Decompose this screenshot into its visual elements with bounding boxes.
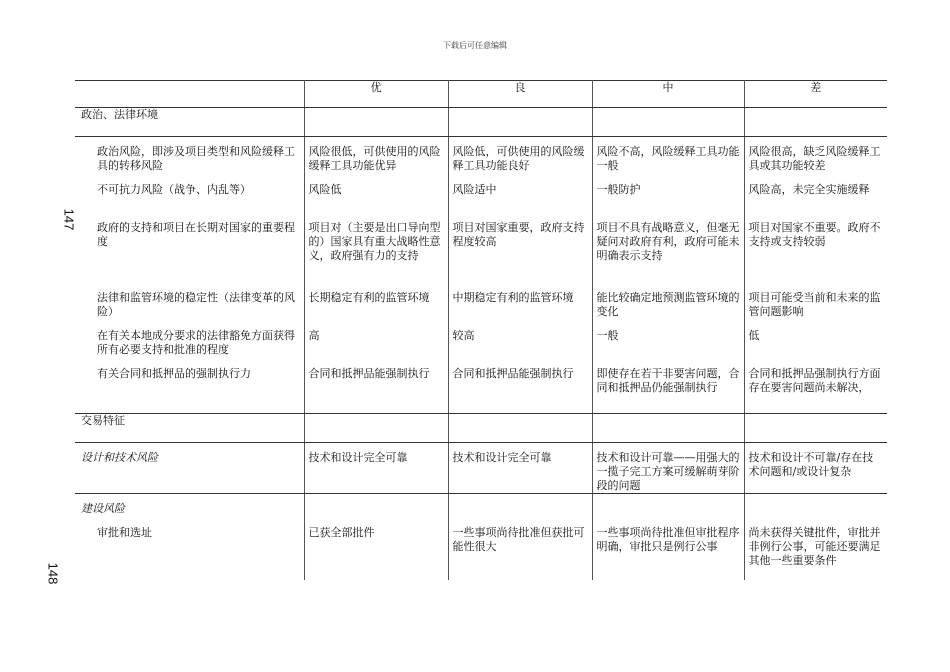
table-row <box>75 518 887 580</box>
cell-good: 风险低，可供使用的风险缓释工具功能良好 <box>448 137 592 183</box>
cell-medium: 风险不高，风险缓释工具功能一般 <box>592 137 744 183</box>
cell-excellent: 风险很低，可供使用的风险缓释工具功能优异 <box>304 137 448 183</box>
row-label: 审批和选址 <box>75 518 304 580</box>
cell-medium: 一些事项尚待批准但审批程序明确，审批只是例行公事 <box>592 518 744 580</box>
row-label: 不可抗力风险（战争、内乱等） <box>75 183 304 213</box>
row-label: 政府的支持和项目在长期对国家的重要程度 <box>75 213 304 283</box>
section-row-political <box>75 108 887 137</box>
rating-table <box>75 80 887 580</box>
cell-medium: 一般防护 <box>592 183 744 213</box>
cell-medium: 项目不具有战略意义，但毫无疑问对政府有利，政府可能未明确表示支持 <box>592 213 744 283</box>
cell-excellent: 已获全部批件 <box>304 518 448 580</box>
cell-poor: 项目对国家不重要。政府不支持或支持较弱 <box>748 220 881 248</box>
cell-poor: 尚未获得关键批件，审批并非例行公事，可能还要满足其他一些重要条件 <box>748 525 881 567</box>
table-row <box>75 137 887 183</box>
table-row <box>75 283 887 321</box>
table-row <box>75 183 887 213</box>
table-row <box>75 213 887 283</box>
cell-poor: 风险高，未完全实施缓释 <box>748 182 870 196</box>
cell-excellent: 合同和抵押品能强制执行 <box>304 359 448 414</box>
section-title: 交易特征 <box>75 414 304 443</box>
cell-good: 合同和抵押品能强制执行 <box>448 359 592 414</box>
subsection-row <box>75 494 887 518</box>
table-row <box>75 443 887 494</box>
table-row <box>75 321 887 359</box>
cell-good: 较高 <box>448 321 592 359</box>
cell-excellent: 风险低 <box>304 183 448 213</box>
header-cell-good: 良 <box>448 81 592 108</box>
row-label: 法律和监管环境的稳定性（法律变革的风险） <box>75 283 304 321</box>
header-cell-excellent: 优 <box>304 81 448 108</box>
cell-poor: 低 <box>748 328 760 342</box>
cell-poor: 技术和设计不可靠/存在技术问题和/或设计复杂 <box>744 443 887 494</box>
cell-excellent: 项目对（主要是出口导向型的）国家具有重大战略性意义，政府强有力的支持 <box>304 213 448 283</box>
header-cell-medium: 中 <box>592 81 744 108</box>
row-label: 在有关本地成分要求的法律豁免方面获得所有必要支持和批准的程度 <box>75 321 304 359</box>
cell-medium: 能比较确定地预测监管环境的变化 <box>592 283 744 321</box>
header-cell-blank <box>75 81 304 108</box>
page-number-147: 147 <box>61 208 77 231</box>
cell-poor: 合同和抵押品强制执行方面存在要害问题尚未解决， <box>744 359 887 414</box>
cell-medium: 即使存在若干非要害问题，合同和抵押品仍能强制执行 <box>592 359 744 414</box>
row-label: 政治风险，即涉及项目类型和风险缓释工具的转移风险 <box>75 137 304 183</box>
cell-excellent: 高 <box>304 321 448 359</box>
cell-poor: 风险很高，缺乏风险缓释工具或其功能较差 <box>748 145 881 172</box>
header-note: 下载后可任意编辑 <box>443 41 507 50</box>
cell-excellent: 技术和设计完全可靠 <box>304 443 448 494</box>
cell-good: 项目对国家重要，政府支持程度较高 <box>448 213 592 283</box>
cell-medium: 一般 <box>592 321 744 359</box>
section-row-transaction <box>75 414 887 443</box>
cell-good: 一些事项尚待批准但获批可能性很大 <box>448 518 592 580</box>
header-cell-poor: 差 <box>744 81 887 108</box>
cell-good: 中期稳定有利的监管环境 <box>448 283 592 321</box>
table-row <box>75 359 887 414</box>
cell-good: 技术和设计完全可靠 <box>448 443 592 494</box>
section-title: 政治、法律环境 <box>75 108 304 137</box>
row-label: 设计和技术风险 <box>75 443 304 494</box>
cell-good: 风险适中 <box>448 183 592 213</box>
cell-poor: 项目可能受当前和未来的监管问题影响 <box>748 290 881 318</box>
cell-medium: 技术和设计可靠——用强大的一揽子完工方案可缓解萌芽阶段的问题 <box>592 443 744 494</box>
table-header-row <box>75 81 887 108</box>
page-number-148: 148 <box>45 562 61 585</box>
cell-excellent: 长期稳定有利的监管环境 <box>304 283 448 321</box>
subsection-title: 建设风险 <box>75 494 304 518</box>
row-label: 有关合同和抵押品的强制执行力 <box>75 359 304 414</box>
